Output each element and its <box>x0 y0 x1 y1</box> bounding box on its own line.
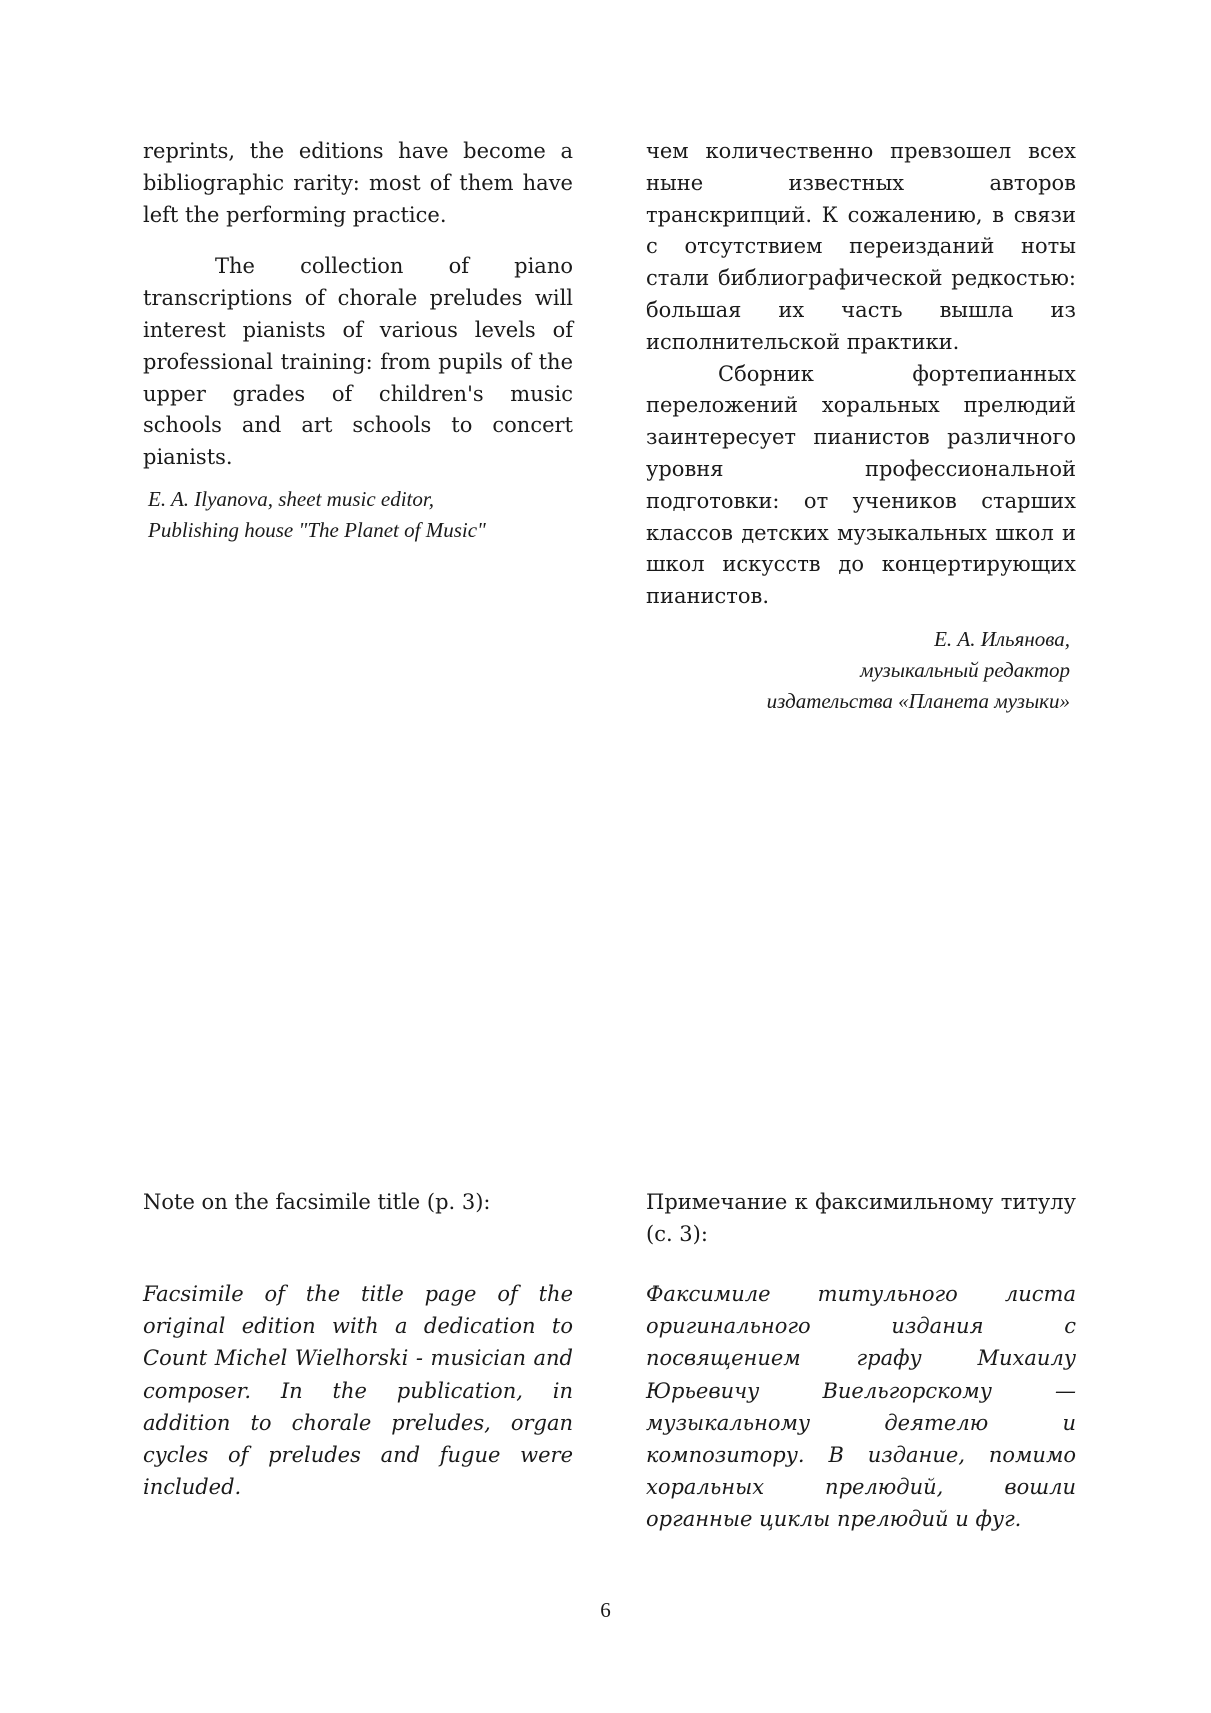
russian-paragraph-2: Сборник фортепианных переложений хоральных прелюдий заинтересует пианистов различного уровня профессиональной подготовки: от учеников старших классов детских музыкальных школ и школ искусств до концертирующих пианистов. <box>646 361 1076 609</box>
english-signature <box>148 484 486 546</box>
english-paragraph-2: The collection of piano transcriptions of chorale preludes will interest pianists of various levels of professional training: from pupils of the upper grades of children's music schools and art schools to concert pianists. <box>143 254 573 470</box>
russian-signature-name: Е. А. Ильянова, <box>934 627 1070 651</box>
russian-note-heading: Примечание к факсимильному титулу (с. 3): <box>646 1190 1076 1246</box>
russian-paragraph-1: чем количественно превзошел всех ныне известных авторов транскрипций. К сожалению, в связи с отсутствием переизданий ноты стали библиографической редкостью: большая их часть вышла из исполнительской практики. <box>646 139 1076 354</box>
russian-signature <box>600 624 1070 717</box>
english-paragraph-1: reprints, the editions have become a bibliographic rarity: most of them have left the performing practice. <box>143 139 573 227</box>
english-signature-name: E. A. Ilyanova, <box>148 487 273 511</box>
russian-signature-role: музыкальный редактор <box>860 658 1070 682</box>
page-number: 6 <box>600 1598 611 1622</box>
russian-note-body: Факсимиле титульного листа оригинального издания с посвящением графу Михаилу Юрьевичу Виельгорскому — музыкальному деятелю и композитору. В издание, помимо хоральных прелюдий, вошли органные циклы прелюдий и фуг. <box>646 1282 1076 1532</box>
russian-signature-publisher: издательства «Планета музыки» <box>766 689 1070 713</box>
english-text-column <box>143 136 573 474</box>
english-note-heading: Note on the facsimile title (p. 3): <box>143 1190 491 1214</box>
russian-text-column <box>646 136 1076 613</box>
english-signature-role: sheet music editor, <box>273 487 434 511</box>
english-signature-publisher: Publishing house "The Planet of Music" <box>148 518 486 542</box>
english-note-body: Facsimile of the title page of the original edition with a dedication to Count Michel Wielhorski - musician and composer. In the publication, in addition to chorale preludes, organ cycles of preludes and fugue were included. <box>143 1282 573 1500</box>
